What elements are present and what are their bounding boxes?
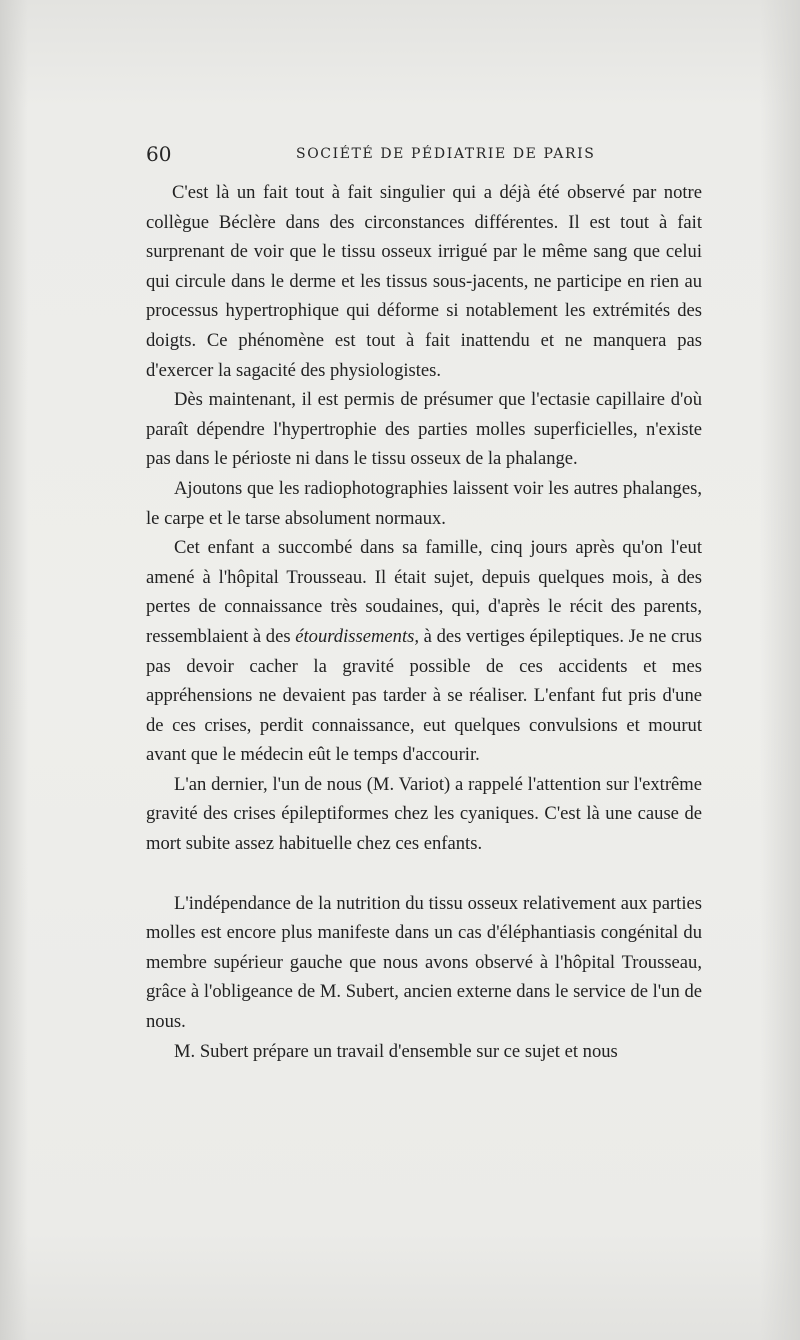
paragraph-1: C'est là un fait tout à fait singulier qui a déjà été observé par notre collègue Béclère dans des circonstances différentes. Il est tout à fait surprenant de voir que le tissu osseux irrigué par le même sang que celui qui circule dans le derme et les tissus sous-jacents, ne participe en rien au processus hypertrophique qui déforme si notablement les extrémités des doigts. Ce phénomène est tout à fait inattendu et ne manquera pas d'exercer la sagacité des physiologistes. (146, 182, 702, 381)
paragraph-2: Dès maintenant, il est permis de présumer que l'ectasie capillaire d'où paraît dépendre l'hypertrophie des parties molles superficielles, n'existe pas dans le périoste ni dans le tissu osseux de la phalange. (146, 389, 702, 470)
paragraph-4-part-2: à des vertiges épileptiques. Je ne crus pas devoir cacher la gravité possible de ces accidents et mes appréhensions ne devaient pas tarder à se réaliser. L'enfant fut pris d'une de ces crises, perdit connaissance, eut quelques convulsions et mourut avant que le médecin eût le temps d'accourir. (146, 625, 702, 766)
paragraph-3: Ajoutons que les radiophotographies laissent voir les autres phalanges, le carpe et le tarse absolument normaux. (146, 477, 702, 529)
body-text (146, 178, 702, 1066)
running-head (146, 140, 706, 170)
paragraph-4-part-1: Cet enfant a succombé dans sa famille, cinq jours après qu'on l'eut amené à l'hôpital Trousseau. Il était sujet, depuis quelques mois, à des pertes de connaissance très soudaines, qui, d'après le récit des parents, ressemblaient à des (146, 537, 702, 647)
paragraph-5: L'an dernier, l'un de nous (M. Variot) a rappelé l'attention sur l'extrême gravité des crises épileptiformes chez les cyaniques. C'est là une cause de mort subite assez habituelle chez ces enfants. (146, 773, 702, 855)
italic-term: étourdissements, (295, 625, 420, 647)
page-number: 60 (146, 142, 172, 166)
paragraph-6: L'indépendance de la nutrition du tissu osseux relativement aux parties molles est encore plus manifeste dans un cas d'éléphantiasis congénital du membre supérieur gauche que nous avons observé à l'hôpital Trousseau, grâce à l'obligeance de M. Subert, ancien externe dans le service de l'un de nous. (146, 892, 702, 1033)
paragraph-7: M. Subert prépare un travail d'ensemble sur ce sujet et nous (174, 1040, 618, 1062)
paragraph-4 (146, 533, 702, 770)
running-title: SOCIÉTÉ DE PÉDIATRIE DE PARIS (296, 146, 596, 162)
